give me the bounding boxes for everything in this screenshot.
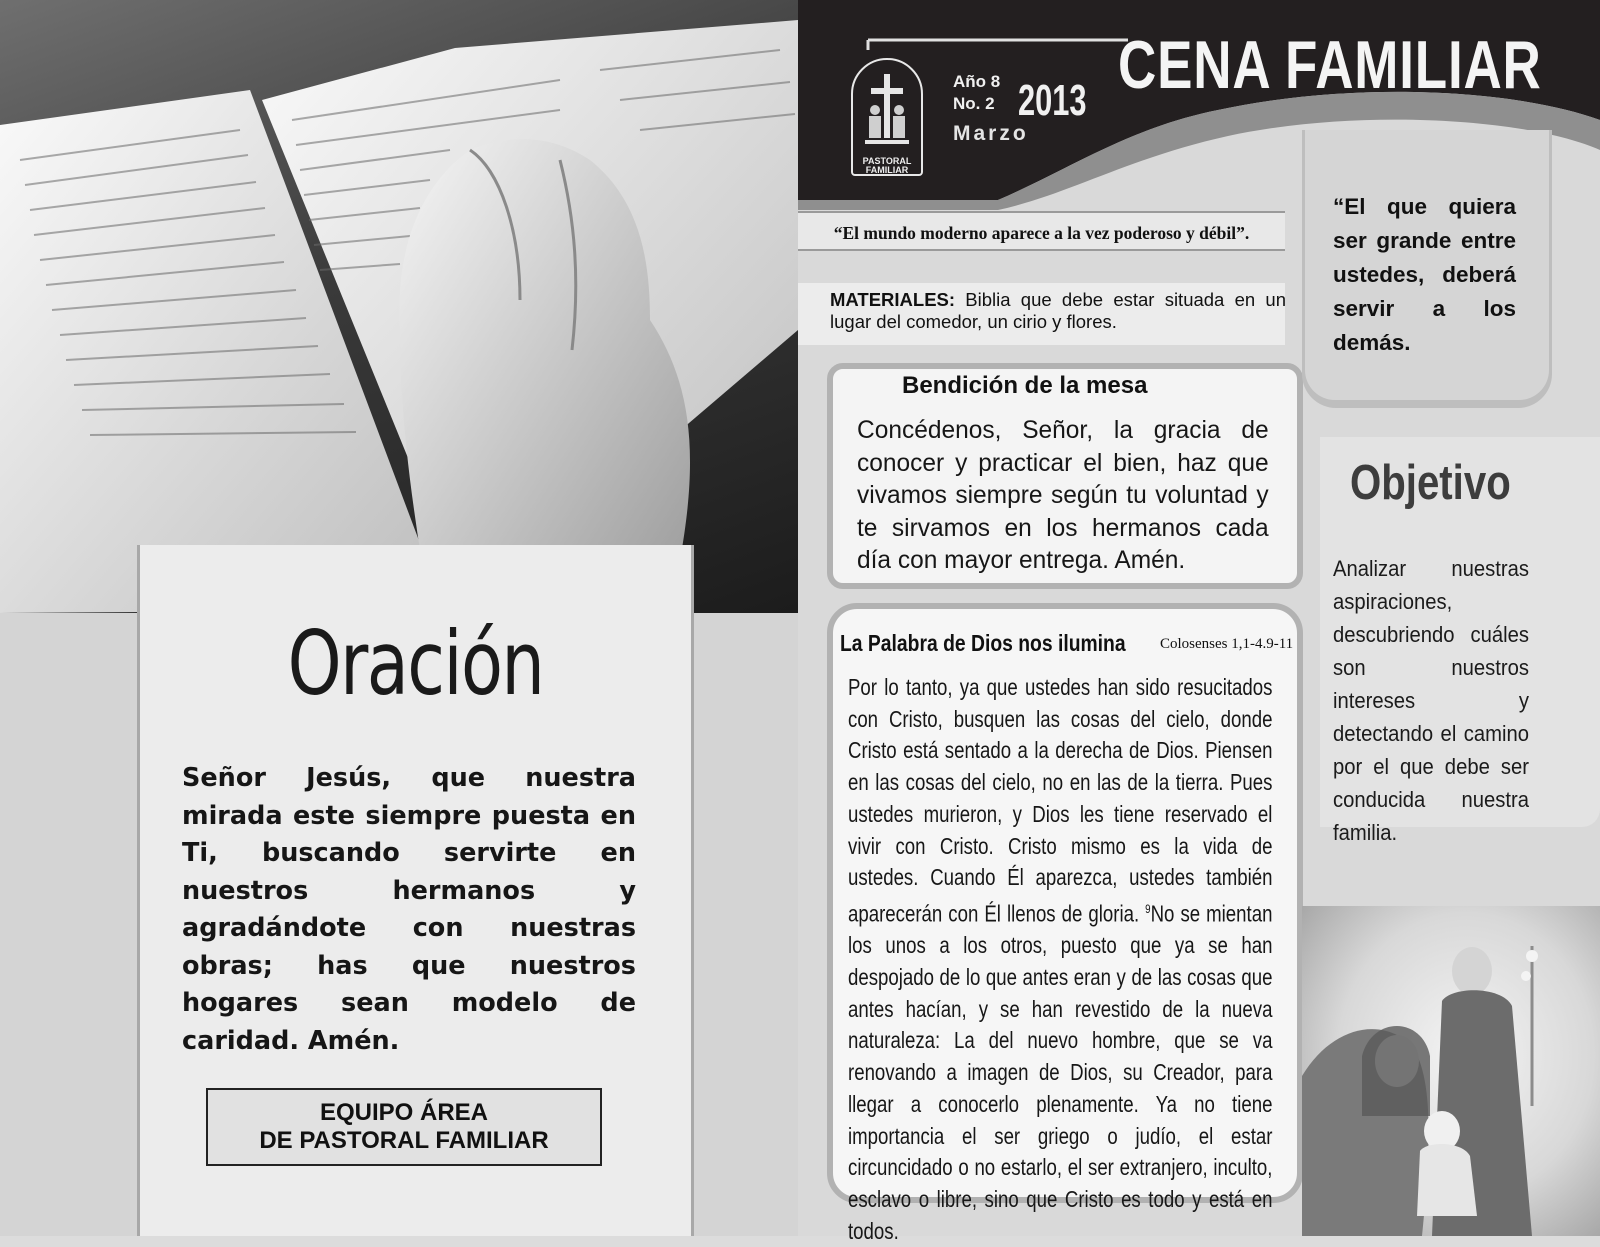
blessing-title: Bendición de la mesa <box>902 372 1148 399</box>
bible-praying-hands-photo <box>0 0 798 613</box>
objective-title: Objetivo <box>1350 456 1511 510</box>
logo-caption <box>851 157 923 175</box>
team-credit-line2: DE PASTORAL FAMILIAR <box>259 1127 549 1154</box>
blessing-text: Concédenos, Señor, la gracia de conocer y practicar el bien, haz que vivamos siempre según tu voluntad y te sirvamos en los hermanos cada día con mayor entrega. Amén. <box>857 416 1269 574</box>
holy-family-illustration <box>1302 906 1600 1236</box>
team-credit-line1: EQUIPO ÁREA <box>319 1099 489 1126</box>
verse-number: 9 <box>1145 901 1151 916</box>
quote-strip-text: “El mundo moderno aparece a la vez poderoso y débil”. <box>833 223 1250 243</box>
scripture-text <box>848 672 1272 1247</box>
issue-year-number: Año 8 <box>953 72 1001 91</box>
logo-caption-line1: PASTORAL <box>862 156 912 166</box>
issue-number: No. 2 <box>953 94 995 113</box>
scripture-title: La Palabra de Dios nos ilumina <box>840 630 1126 656</box>
materials-body: Biblia que debe estar situada en un lugar del comedor, un cirio y flores. <box>830 289 1286 332</box>
prayer-title: Oración <box>287 612 544 715</box>
newsletter-title: CENA FAMILIAR <box>1118 27 1542 103</box>
holy-family-cross-icon <box>853 60 921 156</box>
bible-hands-illustration <box>0 0 798 613</box>
prayer-text: Señor Jesús, que nuestra mirada este siempre puesta en Ti, buscando servirte en nuestros hermanos y agradándote con nuestras obras; has que nuestros hogares sean modelo de caridad. Amén. <box>182 763 636 1056</box>
scripture-reference: Colosenses 1,1-4.9-11 <box>1160 636 1294 652</box>
objective-text: Analizar nuestras aspiraciones, descubriendo cuáles son nuestros intereses y detectando el camino por el que debe ser conducida nuestra familia. <box>1333 556 1529 845</box>
side-quote-text: “El que quiera ser grande entre ustedes, deberá servir a los demás. <box>1333 194 1516 355</box>
scripture-text-part2: No se mientan los unos a los otros, puesto que ya se han despojado de lo que antes eran y de las cosas que antes hacían, y se han revestido de la nueva naturaleza: La del nuevo hombre, que se va renovando a imagen de Dios, su Creador, para llegar a conocerlo plenamente. Ya no tiene importancia el ser griego o judío, el estar circuncidado o no estarlo, el ser extranjero, inculto, esclavo o libre, sino que Cristo es todo y está en todos. <box>848 900 1273 1244</box>
logo-caption-line2: FAMILIAR <box>865 165 909 175</box>
holy-family-image <box>1302 906 1600 1236</box>
issue-year: 2013 <box>1018 76 1087 125</box>
team-credit-box <box>206 1088 602 1166</box>
materials-text <box>830 289 1286 333</box>
materials-label: MATERIALES: <box>830 289 956 310</box>
issue-month: Marzo <box>953 122 1029 145</box>
scripture-text-part1: Por lo tanto, ya que ustedes han sido resucitados con Cristo, busquen las cosas del cielo, donde Cristo está sentado a la derecha de Dios. Piensen en las cosas del cielo, no en las de la tierra. Pues ustedes murieron, y Dios les tiene reservado el vivir con Cristo. Cristo mismo es la vida de ustedes. Cuando Él aparezca, ustedes también aparecerán con Él llenos de gloria. <box>848 674 1273 927</box>
